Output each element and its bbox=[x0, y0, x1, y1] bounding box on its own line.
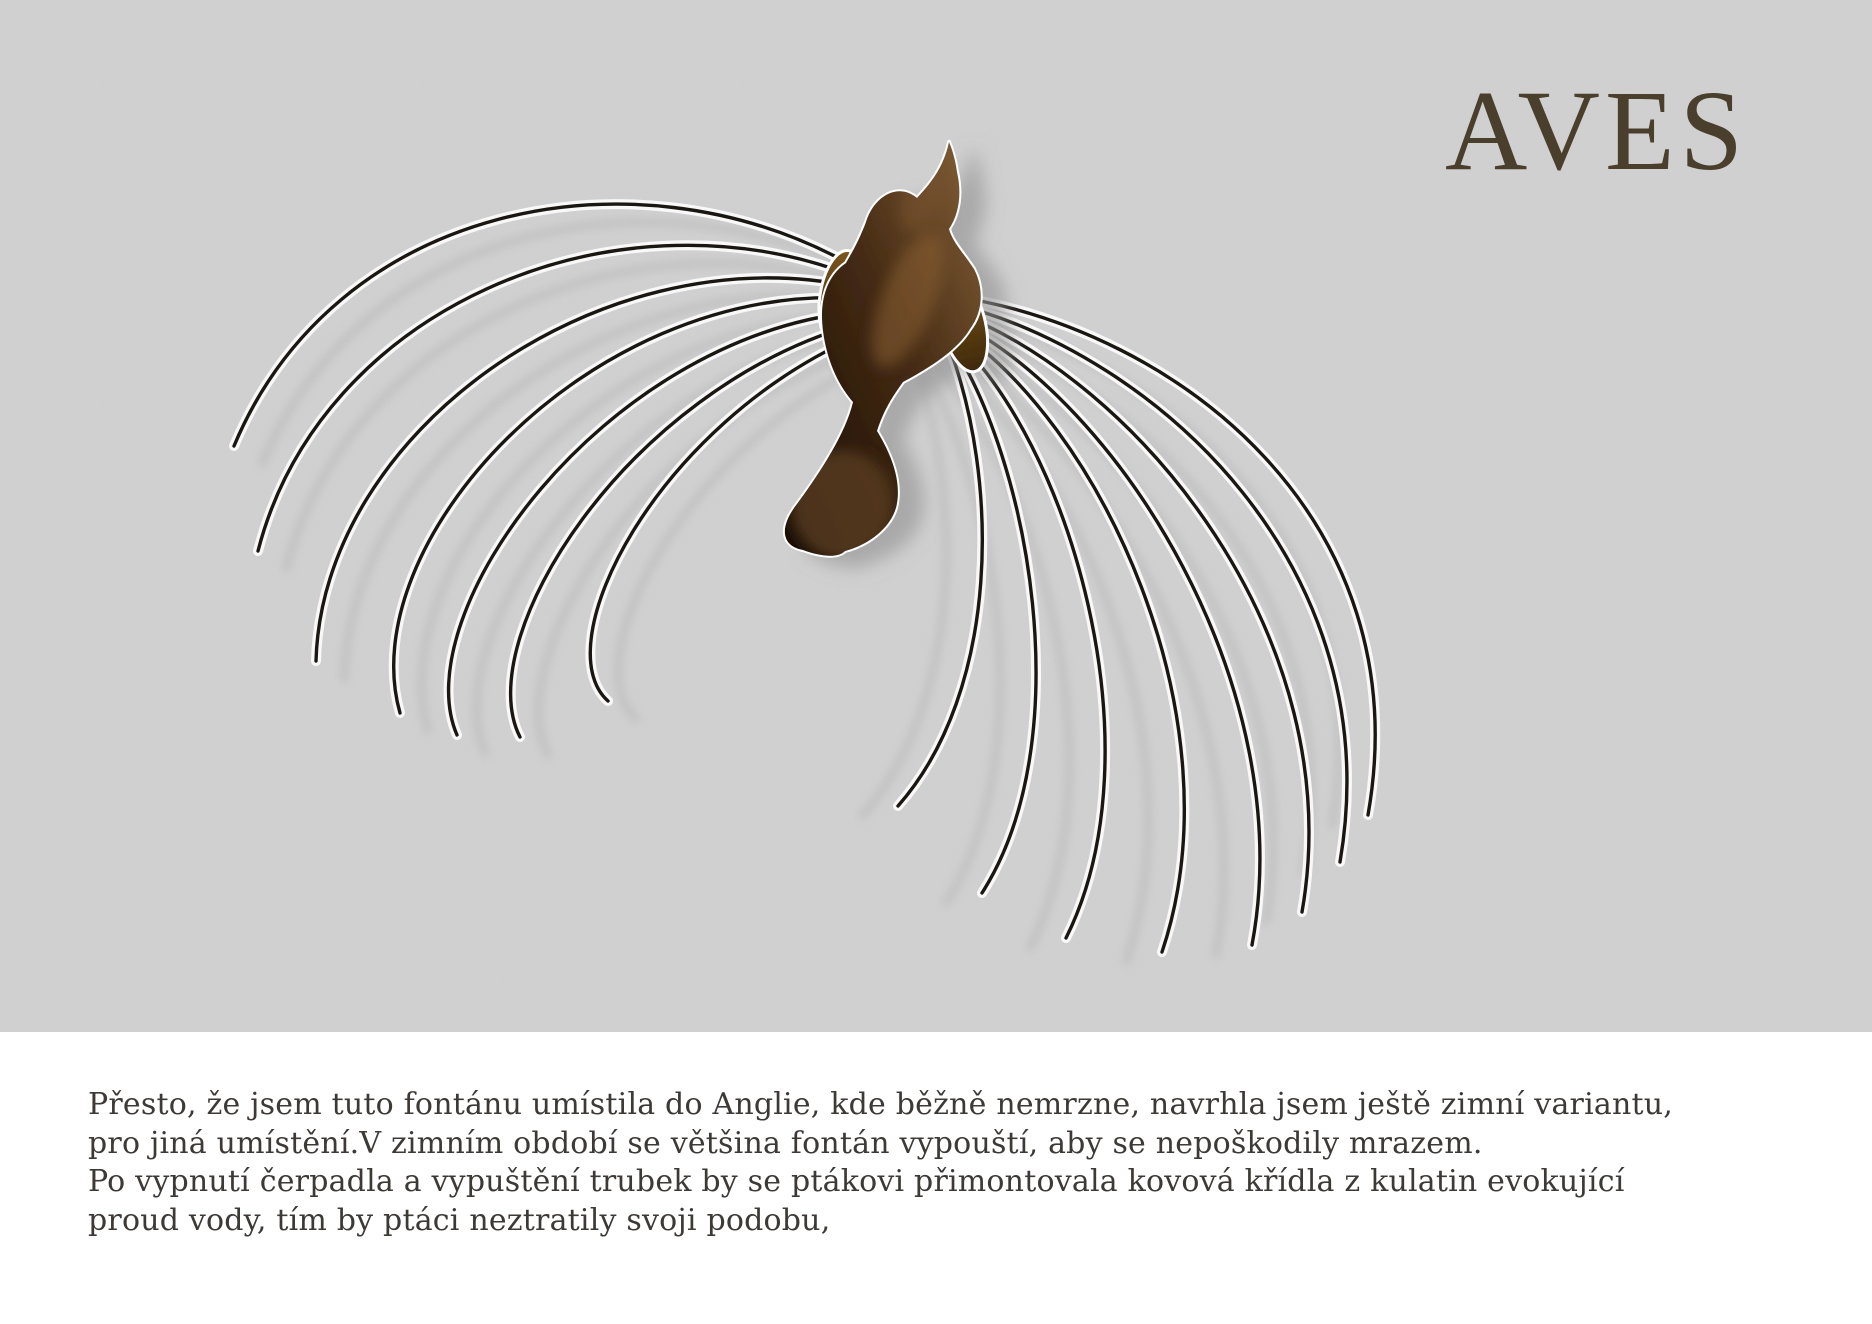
description-line: Přesto, že jsem tuto fontánu umístila do Anglie, kde běžně nemrzne, navrhla jsem ještě zimní variantu, bbox=[88, 1087, 1673, 1122]
description-line: pro jiná umístění.V zimním období se většina fontán vypouští, aby se nepoškodily mrazem. bbox=[88, 1125, 1483, 1161]
description-line: Po vypnutí čerpadla a vypuštění trubek by se ptákovi přimontovala kovová křídla z kulatin evokující bbox=[88, 1164, 1625, 1200]
description-line: proud vody, tím by ptáci neztratily svoji podobu, bbox=[88, 1202, 831, 1238]
description-paragraph bbox=[88, 1086, 1788, 1240]
text-panel bbox=[0, 1032, 1872, 1324]
page-title: AVES bbox=[1445, 67, 1748, 194]
